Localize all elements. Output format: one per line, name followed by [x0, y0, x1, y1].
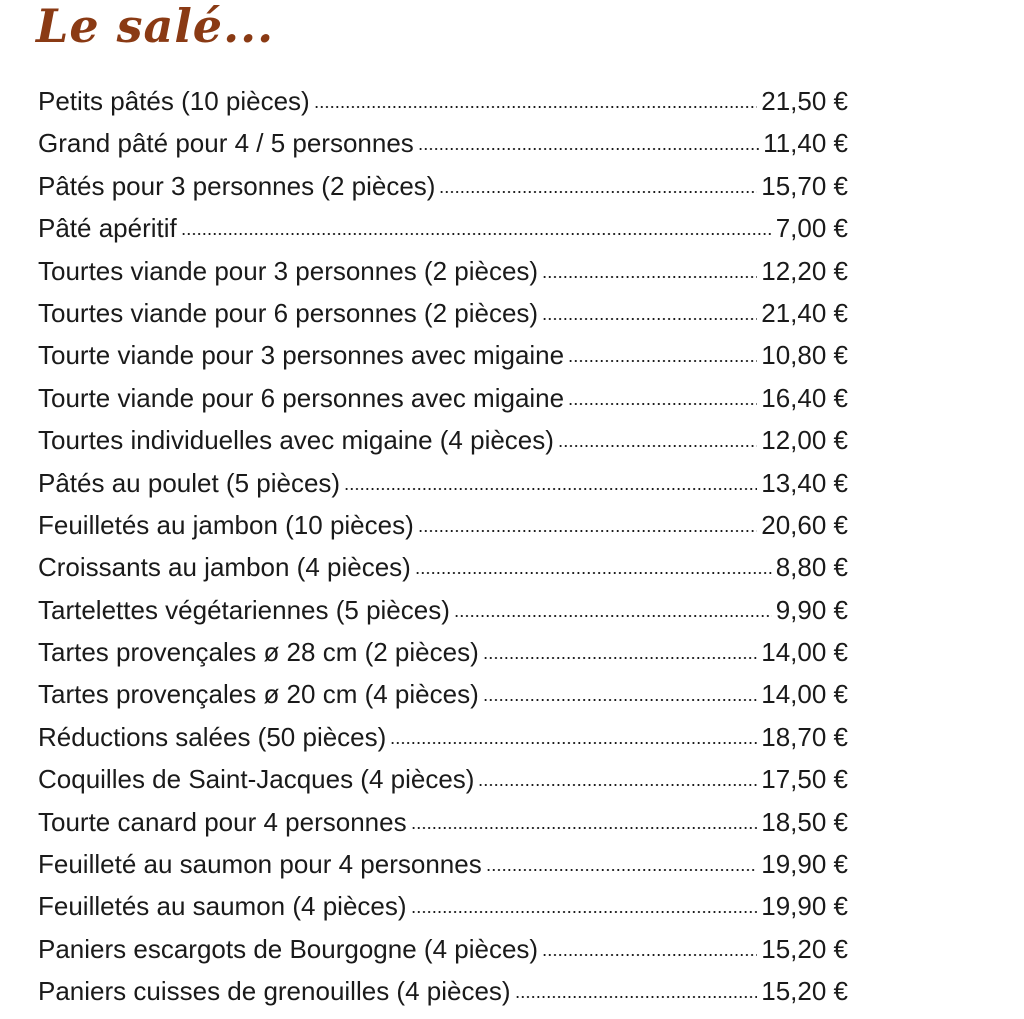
item-price: 14,00 €	[761, 637, 848, 668]
dot-leader	[568, 359, 757, 363]
list-item	[38, 552, 848, 594]
item-name: Paniers cuisses de grenouilles (4 pièces)	[38, 976, 511, 1007]
item-name: Pâtés au poulet (5 pièces)	[38, 467, 341, 498]
item-name: Feuilletés au saumon (4 pièces)	[38, 891, 407, 922]
list-item	[38, 679, 848, 721]
item-name: Tartes provençales ø 20 cm (4 pièces)	[38, 679, 479, 710]
item-price: 12,20 €	[761, 255, 848, 286]
dot-leader	[418, 529, 757, 533]
item-price: 15,20 €	[761, 933, 848, 964]
dot-leader	[344, 487, 757, 491]
item-price: 13,40 €	[761, 467, 848, 498]
dot-leader	[181, 232, 772, 236]
dot-leader	[439, 190, 757, 194]
list-item	[38, 340, 848, 382]
dot-leader	[515, 995, 758, 999]
dot-leader	[415, 571, 772, 575]
dot-leader	[568, 402, 757, 406]
item-price: 10,80 €	[761, 340, 848, 371]
dot-leader	[486, 868, 758, 872]
item-name: Tourtes viande pour 3 personnes (2 pièces)	[38, 255, 539, 286]
list-item	[38, 807, 848, 849]
item-name: Grand pâté pour 4 / 5 personnes	[38, 128, 414, 159]
item-name: Pâtés pour 3 personnes (2 pièces)	[38, 170, 436, 201]
item-price: 18,50 €	[761, 806, 848, 837]
dot-leader	[483, 698, 758, 702]
list-item	[38, 425, 848, 467]
list-item	[38, 934, 848, 976]
dot-leader	[454, 614, 772, 618]
item-price: 21,40 €	[761, 297, 848, 328]
list-item	[38, 256, 848, 298]
item-price: 9,90 €	[775, 594, 848, 625]
list-item	[38, 298, 848, 340]
list-item	[38, 595, 848, 637]
item-price: 15,20 €	[761, 976, 848, 1007]
item-name: Tourtes individuelles avec migaine (4 pièces)	[38, 425, 554, 456]
item-name: Feuilletés au jambon (10 pièces)	[38, 509, 414, 540]
list-item	[38, 383, 848, 425]
item-price: 12,00 €	[761, 425, 848, 456]
item-name: Réductions salées (50 pièces)	[38, 721, 387, 752]
dot-leader	[542, 317, 757, 321]
item-name: Feuilleté au saumon pour 4 personnes	[38, 849, 482, 880]
list-item	[38, 849, 848, 891]
item-name: Paniers escargots de Bourgogne (4 pièces)	[38, 933, 539, 964]
item-price: 18,70 €	[761, 721, 848, 752]
dot-leader	[411, 910, 758, 914]
list-item	[38, 128, 848, 170]
list-item	[38, 637, 848, 679]
item-name: Tartelettes végétariennes (5 pièces)	[38, 594, 450, 625]
list-item	[38, 976, 848, 1018]
item-price: 14,00 €	[761, 679, 848, 710]
item-name: Coquilles de Saint-Jacques (4 pièces)	[38, 764, 475, 795]
item-name: Tourte viande pour 3 personnes avec migaine	[38, 340, 565, 371]
item-name: Tartes provençales ø 28 cm (2 pièces)	[38, 637, 479, 668]
item-name: Tourte viande pour 6 personnes avec migaine	[38, 382, 565, 413]
item-price: 11,40 €	[763, 128, 848, 159]
item-name: Petits pâtés (10 pièces)	[38, 86, 310, 116]
dot-leader	[542, 275, 757, 279]
list-item	[38, 468, 848, 510]
item-name: Croissants au jambon (4 pièces)	[38, 552, 411, 583]
dot-leader	[483, 656, 758, 660]
item-price: 19,90 €	[761, 849, 848, 880]
item-price: 20,60 €	[761, 509, 848, 540]
list-item	[38, 891, 848, 933]
list-item	[38, 86, 848, 128]
item-name: Tourte canard pour 4 personnes	[38, 806, 407, 837]
item-name: Pâté apéritif	[38, 213, 177, 244]
list-item	[38, 510, 848, 552]
item-price: 15,70 €	[761, 170, 848, 201]
list-item	[38, 213, 848, 255]
item-name: Tourtes viande pour 6 personnes (2 pièces)	[38, 297, 539, 328]
price-list	[38, 86, 848, 1019]
item-price: 16,40 €	[761, 382, 848, 413]
dot-leader	[542, 953, 757, 957]
item-price: 17,50 €	[761, 764, 848, 795]
item-price: 21,50 €	[761, 86, 848, 116]
item-price: 19,90 €	[761, 891, 848, 922]
dot-leader	[478, 783, 757, 787]
list-item	[38, 764, 848, 806]
dot-leader	[411, 826, 758, 830]
item-price: 8,80 €	[775, 552, 848, 583]
dot-leader	[558, 444, 757, 448]
list-item	[38, 171, 848, 213]
item-price: 7,00 €	[775, 213, 848, 244]
dot-leader	[418, 147, 759, 151]
section-title: Le salé...	[36, 0, 275, 53]
list-item	[38, 722, 848, 764]
dot-leader	[390, 741, 757, 745]
dot-leader	[314, 105, 758, 109]
